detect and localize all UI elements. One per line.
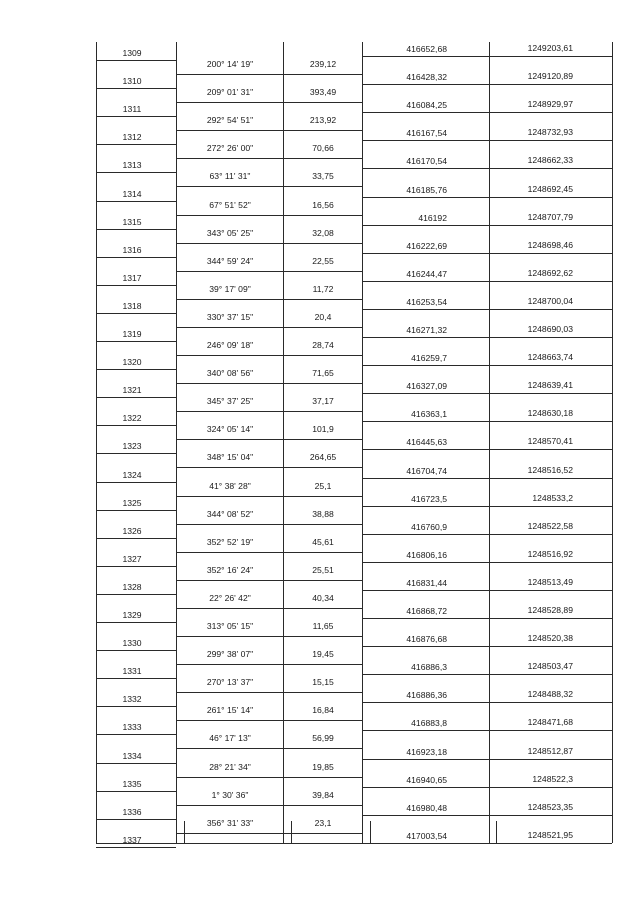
bearing-value: 324° 05' 14" [206, 424, 254, 435]
coordinate-x: 416084,25 [406, 100, 447, 111]
row-line [96, 285, 176, 286]
row-line [176, 158, 362, 159]
row-line [362, 562, 612, 563]
row-line [96, 482, 176, 483]
row-line [362, 393, 612, 394]
row-line [362, 337, 612, 338]
distance-value: 38,88 [312, 508, 334, 519]
coordinate-y: 1248662,33 [527, 155, 573, 166]
distance-value: 25,1 [314, 480, 332, 491]
row-line [176, 580, 362, 581]
row-line [176, 215, 362, 216]
distance-value: 71,65 [312, 368, 334, 379]
coordinate-x: 416253,54 [406, 296, 447, 307]
point-number: 1327 [122, 553, 142, 564]
column-line [370, 821, 371, 843]
row-line [96, 594, 176, 595]
bearing-value: 344° 59' 24" [206, 255, 254, 266]
distance-value: 25,51 [312, 564, 334, 575]
row-line [176, 608, 362, 609]
column-line [496, 821, 497, 843]
row-line [176, 636, 362, 637]
row-line [96, 229, 176, 230]
row-line [362, 730, 612, 731]
point-number: 1319 [122, 329, 142, 339]
row-line [96, 650, 176, 651]
point-number: 1337 [122, 834, 142, 845]
point-number: 1333 [122, 722, 142, 733]
point-number: 1326 [122, 525, 142, 536]
bearing-value: 200° 14' 19" [206, 59, 254, 69]
row-line [362, 618, 612, 619]
row-line [176, 524, 362, 525]
coordinate-x: 416363,1 [411, 409, 447, 420]
coordinate-x: 416222,69 [406, 240, 447, 251]
point-number: 1320 [122, 357, 142, 368]
row-line [362, 702, 612, 703]
point-number: 1330 [122, 638, 142, 649]
bearing-value: 270° 13' 37" [206, 677, 254, 688]
row-line [176, 748, 362, 749]
distance-value: 22,55 [312, 255, 334, 266]
distance-value: 37,17 [312, 396, 334, 407]
distance-value: 20,4 [314, 311, 332, 322]
row-line [362, 449, 612, 450]
row-line [176, 411, 362, 412]
coordinate-y: 1248516,52 [527, 464, 573, 475]
bearing-value: 292° 54' 51" [206, 115, 254, 126]
coordinate-x: 416940,65 [406, 774, 447, 785]
distance-value: 101,9 [312, 424, 334, 435]
coordinate-x: 416980,48 [406, 802, 447, 813]
point-number: 1336 [122, 806, 142, 817]
row-line [96, 791, 176, 792]
row-line [362, 815, 612, 816]
coordinate-y: 1248929,97 [527, 99, 573, 110]
row-line [176, 805, 362, 806]
column-line [612, 42, 613, 843]
row-line [96, 819, 176, 820]
row-line [176, 664, 362, 665]
row-line [96, 763, 176, 764]
coordinate-y: 1248516,92 [527, 548, 573, 559]
row-line [96, 453, 176, 454]
bearing-value: 67° 51' 52" [209, 199, 251, 210]
coordinate-y: 1248663,74 [527, 352, 573, 363]
bearing-value: 343° 05' 25" [206, 227, 254, 238]
coordinate-y: 1248520,38 [527, 633, 573, 644]
row-line [96, 622, 176, 623]
bearing-value: 1° 30' 36" [211, 789, 249, 800]
row-line [362, 590, 612, 591]
distance-value: 23,1 [314, 817, 332, 828]
point-number: 1311 [122, 104, 142, 115]
point-number: 1323 [122, 441, 142, 452]
bearing-value: 313° 05' 15" [206, 621, 254, 631]
coordinate-y: 1248488,32 [527, 689, 573, 700]
row-line [176, 299, 362, 300]
coordinate-y: 1248528,89 [527, 605, 573, 615]
bearing-value: 340° 08' 56" [206, 368, 254, 379]
row-line [96, 566, 176, 567]
distance-value: 16,84 [312, 705, 334, 716]
row-line [96, 88, 176, 89]
coordinate-x: 416428,32 [406, 72, 447, 83]
row-line [362, 646, 612, 647]
row-line [362, 478, 612, 479]
row-line [176, 243, 362, 244]
coordinate-x: 416806,16 [406, 549, 447, 560]
row-line [96, 843, 612, 844]
bearing-value: 209° 01' 31" [206, 87, 254, 98]
coordinate-y: 1248732,93 [527, 127, 573, 138]
row-line [176, 102, 362, 103]
coordinate-x: 416445,63 [406, 437, 447, 448]
row-line [96, 678, 176, 679]
coordinate-x: 416760,9 [411, 521, 447, 532]
bearing-value: 352° 52' 19" [206, 536, 254, 547]
row-line [176, 271, 362, 272]
row-line [96, 397, 176, 398]
bearing-value: 63° 11' 31" [209, 171, 251, 182]
distance-value: 40,34 [312, 592, 334, 603]
row-line [176, 833, 362, 834]
bearing-value: 272° 26' 00" [206, 143, 254, 154]
point-number: 1312 [122, 132, 142, 143]
point-number: 1334 [122, 750, 142, 761]
column-line [362, 42, 363, 843]
bearing-value: 299° 38' 07" [206, 649, 254, 660]
row-line [362, 253, 612, 254]
point-number: 1316 [122, 244, 142, 255]
point-number: 1324 [122, 469, 142, 480]
row-line [96, 510, 176, 511]
row-line [362, 787, 612, 788]
coordinate-y: 1248630,18 [527, 408, 573, 419]
row-line [96, 201, 176, 202]
coordinate-y: 1248707,79 [527, 211, 573, 222]
point-number: 1310 [122, 76, 142, 87]
distance-value: 264,65 [309, 452, 337, 463]
coordinate-x: 416723,5 [411, 493, 447, 504]
bearing-value: 28° 21' 34" [209, 761, 251, 772]
bearing-value: 348° 15' 04" [206, 452, 254, 463]
coordinate-x: 416923,18 [406, 746, 447, 757]
row-line [96, 313, 176, 314]
point-number: 1322 [122, 413, 142, 424]
bearing-value: 22° 26' 42" [209, 592, 251, 603]
row-line [362, 759, 612, 760]
distance-value: 213,92 [309, 115, 337, 126]
coordinate-y: 1248533,2 [532, 492, 573, 503]
coordinate-y: 1248692,45 [527, 183, 573, 194]
coordinate-x: 416652,68 [406, 44, 447, 54]
coordinate-x: 416868,72 [406, 606, 447, 616]
point-number: 1332 [122, 694, 142, 705]
row-line [176, 496, 362, 497]
point-number: 1317 [122, 272, 142, 283]
row-line [176, 327, 362, 328]
row-line [362, 534, 612, 535]
coordinate-y: 1248523,35 [527, 801, 573, 812]
distance-value: 11,65 [312, 621, 334, 631]
row-line [176, 439, 362, 440]
bearing-value: 356° 31' 33" [206, 817, 254, 828]
coordinate-y: 1248522,3 [532, 773, 573, 784]
point-number: 1314 [122, 188, 142, 199]
row-line [362, 112, 612, 113]
row-line [96, 734, 176, 735]
coordinate-y: 1248639,41 [527, 380, 573, 391]
bearing-value: 39° 17' 09" [209, 283, 251, 294]
coordinate-y: 1248570,41 [527, 436, 573, 447]
row-line [362, 140, 612, 141]
row-line [176, 186, 362, 187]
row-line [176, 720, 362, 721]
coordinate-y: 1249120,89 [527, 71, 573, 82]
coordinate-y: 1248512,87 [527, 745, 573, 756]
distance-value: 393,49 [309, 87, 337, 98]
row-line [362, 197, 612, 198]
row-line [176, 383, 362, 384]
distance-value: 56,99 [312, 733, 334, 744]
row-line [176, 777, 362, 778]
point-number: 1309 [122, 48, 142, 58]
bearing-value: 345° 37' 25" [206, 396, 254, 407]
row-line [362, 56, 612, 57]
coordinate-x: 416271,32 [406, 325, 447, 335]
row-line [176, 74, 362, 75]
coordinate-x: 416883,8 [411, 718, 447, 729]
distance-value: 19,85 [312, 761, 334, 772]
row-line [96, 847, 176, 848]
row-line [362, 168, 612, 169]
coordinate-x: 416244,47 [406, 268, 447, 279]
bearing-value: 46° 17' 13" [209, 733, 251, 744]
row-line [362, 674, 612, 675]
coordinate-x: 416259,7 [411, 353, 447, 364]
coordinate-x: 416185,76 [406, 184, 447, 195]
distance-value: 15,15 [312, 677, 334, 688]
row-line [362, 365, 612, 366]
coordinate-x: 416831,44 [406, 577, 447, 588]
coordinate-x: 416327,09 [406, 381, 447, 392]
bearing-value: 261° 15' 14" [206, 705, 254, 716]
row-line [96, 425, 176, 426]
point-number: 1331 [122, 666, 142, 677]
distance-value: 33,75 [312, 171, 334, 182]
bearing-value: 344° 08' 52" [206, 508, 254, 519]
row-line [362, 225, 612, 226]
distance-value: 32,08 [312, 227, 334, 238]
coordinate-x: 416192 [418, 212, 447, 223]
row-line [96, 144, 176, 145]
row-line [176, 552, 362, 553]
row-line [176, 130, 362, 131]
row-line [96, 369, 176, 370]
bearing-value: 41° 38' 28" [209, 480, 251, 491]
coordinate-y: 1248698,46 [527, 239, 573, 250]
point-number: 1321 [122, 385, 142, 396]
row-line [176, 467, 362, 468]
row-line [362, 84, 612, 85]
coordinate-y: 1248700,04 [527, 295, 573, 306]
row-line [96, 257, 176, 258]
distance-value: 16,56 [312, 199, 334, 210]
column-line [489, 42, 490, 843]
point-number: 1313 [122, 160, 142, 171]
row-line [96, 60, 176, 61]
coordinate-y: 1249203,61 [527, 43, 573, 53]
row-line [362, 506, 612, 507]
coordinate-y: 1248513,49 [527, 576, 573, 587]
row-line [96, 341, 176, 342]
coordinate-x: 416167,54 [406, 128, 447, 139]
point-number: 1325 [122, 497, 142, 508]
coordinate-y: 1248521,95 [527, 829, 573, 840]
row-line [96, 538, 176, 539]
point-number: 1318 [122, 300, 142, 311]
distance-value: 28,74 [312, 340, 334, 350]
row-line [96, 706, 176, 707]
point-number: 1335 [122, 778, 142, 789]
row-line [96, 172, 176, 173]
row-line [362, 421, 612, 422]
coordinate-y: 1248690,03 [527, 324, 573, 334]
row-line [96, 116, 176, 117]
coordinate-x: 416886,36 [406, 690, 447, 701]
distance-value: 39,84 [312, 789, 334, 800]
coordinate-x: 416876,68 [406, 634, 447, 645]
column-line [96, 42, 97, 843]
coordinate-y: 1248503,47 [527, 661, 573, 672]
bearing-value: 246° 09' 18" [206, 340, 254, 350]
distance-value: 11,72 [312, 283, 334, 294]
point-number: 1329 [122, 610, 142, 620]
coordinate-x: 416704,74 [406, 465, 447, 476]
distance-value: 239,12 [309, 59, 337, 69]
bearing-value: 352° 16' 24" [206, 564, 254, 575]
coordinate-y: 1248692,62 [527, 267, 573, 278]
row-line [362, 309, 612, 310]
coordinate-y: 1248471,68 [527, 717, 573, 728]
row-line [176, 692, 362, 693]
column-line [176, 42, 177, 843]
row-line [176, 355, 362, 356]
coordinate-y: 1248522,58 [527, 520, 573, 531]
bearing-value: 330° 37' 15" [206, 311, 254, 322]
coordinate-x: 417003,54 [406, 830, 447, 841]
point-number: 1328 [122, 581, 142, 592]
distance-value: 19,45 [312, 649, 334, 660]
row-line [362, 281, 612, 282]
point-number: 1315 [122, 216, 142, 227]
distance-value: 70,66 [312, 143, 334, 154]
column-line [283, 42, 284, 843]
distance-value: 45,61 [312, 536, 334, 547]
coordinate-x: 416886,3 [411, 662, 447, 673]
coordinate-x: 416170,54 [406, 156, 447, 167]
